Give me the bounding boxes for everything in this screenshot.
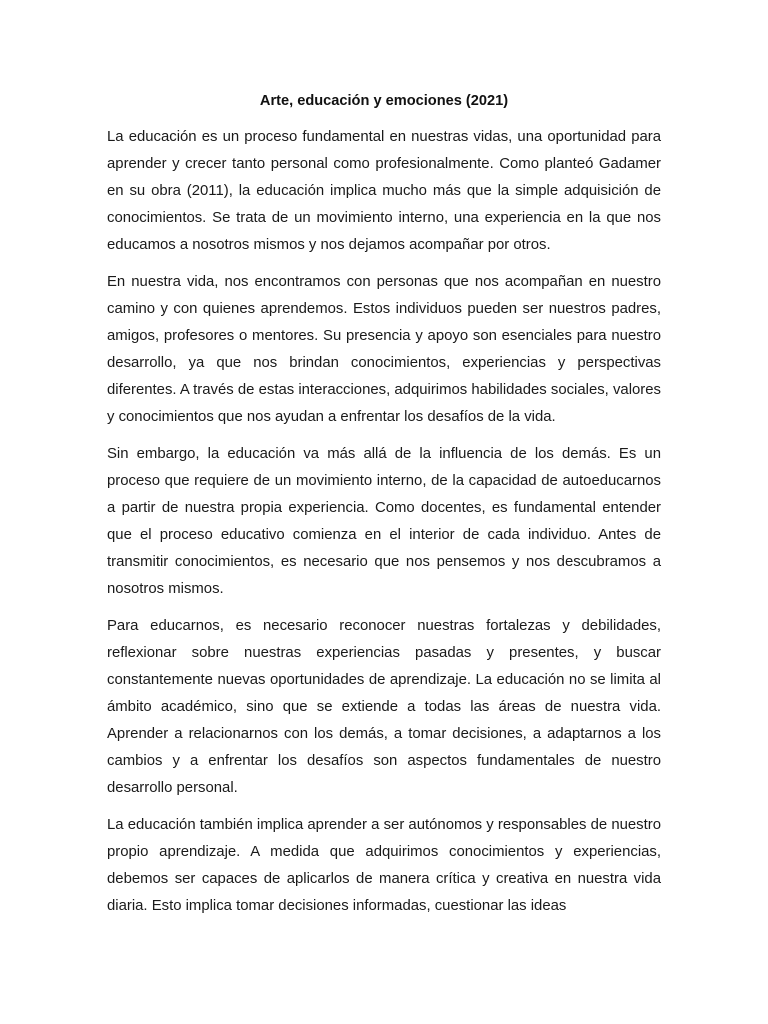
document-title: Arte, educación y emociones (2021): [259, 93, 509, 109]
paragraph-5: La educación también implica aprender a ser autónomos y responsables de nuestro propio aprendizaje. A medida que adquirimos conocimientos y experiencias, debemos ser capaces de aplicarlos de manera crítica y creativa en nuestra vida diaria. Esto implica tomar decisiones informadas, cuestionar las ideas: [107, 817, 661, 914]
paragraph-4: Para educarnos, es necesario reconocer nuestras fortalezas y debilidades, reflexionar sobre nuestras experiencias pasadas y presentes, y buscar constantemente nuevas oportunidades de aprendizaje. La educación no se limita al ámbito académico, sino que se extiende a todas las áreas de nuestra vida. Aprender a relacionarnos con los demás, a tomar decisiones, a adaptarnos a los cambios y a enfrentar los desafíos son aspectos fundamentales de nuestro desarrollo personal.: [107, 618, 661, 796]
document-body: [107, 124, 661, 930]
paragraph-2: En nuestra vida, nos encontramos con personas que nos acompañan en nuestro camino y con quienes aprendemos. Estos individuos pueden ser nuestros padres, amigos, profesores o mentores. Su presencia y apoyo son esenciales para nuestro desarrollo, ya que nos brindan conocimientos, experiencias y perspectivas diferentes. A través de estas interacciones, adquirimos habilidades sociales, valores y conocimientos que nos ayudan a enfrentar los desafíos de la vida.: [107, 274, 661, 425]
paragraph-1: La educación es un proceso fundamental en nuestras vidas, una oportunidad para aprender y crecer tanto personal como profesionalmente. Como planteó Gadamer en su obra (2011), la educación implica mucho más que la simple adquisición de conocimientos. Se trata de un movimiento interno, una experiencia en la que nos educamos a nosotros mismos y nos dejamos acompañar por otros.: [107, 129, 661, 253]
paragraph-3: Sin embargo, la educación va más allá de la influencia de los demás. Es un proceso que requiere de un movimiento interno, de la capacidad de autoeducarnos a partir de nuestra propia experiencia. Como docentes, es fundamental entender que el proceso educativo comienza en el interior de cada individuo. Antes de transmitir conocimientos, es necesario que nos pensemos y nos descubramos a nosotros mismos.: [107, 446, 661, 597]
